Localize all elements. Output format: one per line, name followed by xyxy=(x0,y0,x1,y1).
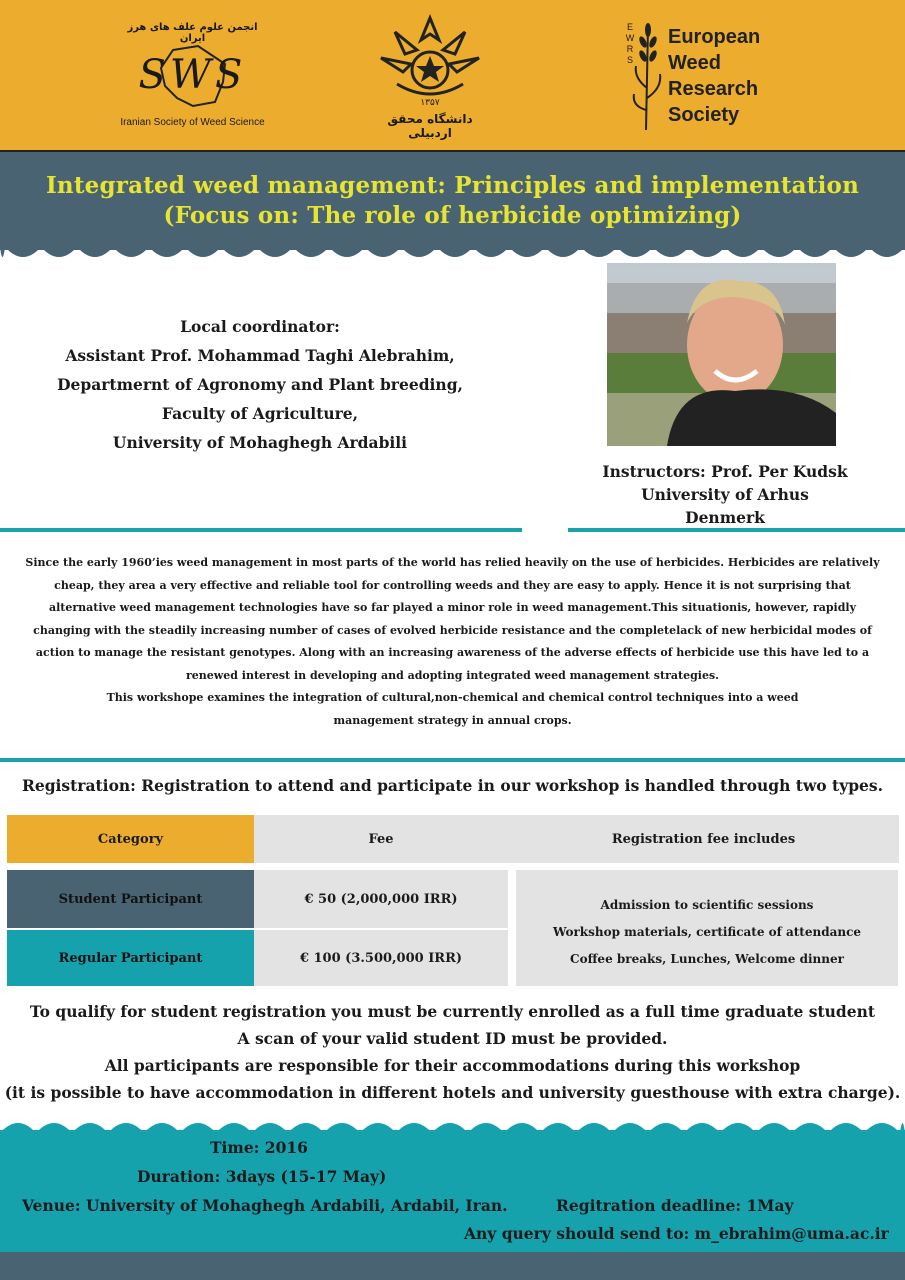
footer-band xyxy=(0,1130,905,1252)
sws-acronym: SWS xyxy=(138,52,247,98)
instructor-name: Instructors: Prof. Per Kudsk xyxy=(602,462,848,481)
contact-email: Any query should send to: m_ebrahim@uma.ac.ir xyxy=(464,1224,889,1243)
university-caption: دانشگاه محقق اردبیلی xyxy=(387,112,473,140)
divider-left xyxy=(0,528,522,532)
divider-registration xyxy=(0,758,905,762)
includes-item-3: Coffee breaks, Lunches, Welcome dinner xyxy=(570,952,844,966)
event-venue: Venue: University of Mohaghegh Ardabili, Ardabil, Iran. xyxy=(22,1196,508,1215)
ewrs-name-1: European xyxy=(668,26,761,48)
category-student: Student Participant xyxy=(7,870,254,928)
iranian-society-logo xyxy=(120,22,265,137)
table-header-includes: Registration fee includes xyxy=(508,815,899,863)
note-accommodation: All participants are responsible for their accommodations during this workshop xyxy=(104,1056,801,1075)
event-time: Time: 2016 xyxy=(210,1138,308,1157)
registration-heading: Registration: Registration to attend and participate in our workshop is handled through two types. xyxy=(21,776,884,795)
includes-item-2: Workshop materials, certificate of attendance xyxy=(552,925,862,939)
ewrs-name-2: Weed xyxy=(668,52,721,74)
iranian-society-caption: Iranian Society of Weed Science xyxy=(120,117,265,128)
instructor-country: Denmerk xyxy=(685,508,765,527)
coordinator-department: Departmernt of Agronomy and Plant breeding, xyxy=(57,375,463,394)
ewrs-name-4: Society xyxy=(668,104,740,126)
header-banner xyxy=(0,0,905,152)
note-student-eligibility: To qualify for student registration you must be currently enrolled as a full time graduate student xyxy=(29,1002,876,1021)
title-scallop-edge xyxy=(0,243,905,265)
divider-right xyxy=(568,528,905,532)
coordinator-faculty: Faculty of Agriculture, xyxy=(161,404,359,423)
university-logo xyxy=(370,14,490,139)
includes-item-1: Admission to scientific sessions xyxy=(600,898,814,912)
table-header-category: Category xyxy=(7,815,254,863)
registration-deadline: Regitration deadline: 1May xyxy=(556,1196,794,1215)
fee-student: € 50 (2,000,000 IRR) xyxy=(254,870,508,928)
university-emblem-icon xyxy=(375,14,485,99)
description-paragraph: Since the early 1960’ies weed management in most parts of the world has relied heavily on the use of herbicides. Herbicides are relatively cheap, they area a very effective and reliable tool for controlling weeds and they are easy to apply. Hence it is not surprising that alternative weed management technologies have so far played a minor role in weed management.This situationis, however, rapidly changing with the steadily increasing number of cases of evolved herbicide resistance and the completelack of new herbicidal modes of action to manage the resistant genotypes. Along with an increasing awareness of the adverse effects of herbicide use this have led to a renewed interest in developing and adopting integrated weed management strategies. xyxy=(25,556,880,682)
instructor-university: University of Arhus xyxy=(641,485,809,504)
ewrs-logo xyxy=(620,18,790,138)
note-hotels: (it is possible to have accommodation in different hotels and university guesthouse with extra charge). xyxy=(4,1083,901,1102)
category-regular: Regular Participant xyxy=(7,930,254,986)
title-band xyxy=(0,152,905,250)
instructor-photo xyxy=(607,263,836,446)
wheat-plant-icon xyxy=(632,18,666,130)
includes-cell xyxy=(516,870,898,986)
workshop-description xyxy=(20,552,885,732)
title-line-1: Integrated weed management: Principles and implementation xyxy=(45,172,860,199)
portrait-illustration xyxy=(607,263,836,446)
ewrs-vertical-acronym: EWRS xyxy=(625,22,635,65)
coordinator-name: Assistant Prof. Mohammad Taghi Alebrahim, xyxy=(65,346,455,365)
fee-regular: € 100 (3.500,000 IRR) xyxy=(254,930,508,986)
coordinator-block xyxy=(40,312,480,457)
coordinator-university: University of Mohaghegh Ardabili xyxy=(112,433,408,452)
ewrs-name-3: Research xyxy=(668,78,759,100)
bottom-bar xyxy=(0,1252,905,1280)
instructor-block xyxy=(580,460,870,529)
event-duration: Duration: 3days (15-17 May) xyxy=(137,1167,387,1186)
title-line-2: (Focus on: The role of herbicide optimizing) xyxy=(163,202,742,229)
persian-society-name: انجمن علوم علف های هرز ایران xyxy=(127,22,258,44)
table-header-fee: Fee xyxy=(254,815,508,863)
description-line-3: management strategy in annual crops. xyxy=(333,713,572,727)
description-line-2: This workshope examines the integration of cultural,non-chemical and chemical control techniques into a weed xyxy=(106,691,799,704)
coordinator-heading: Local coordinator: xyxy=(180,317,340,336)
university-year: ۱۳۵۷ xyxy=(420,98,440,108)
note-student-id: A scan of your valid student ID must be provided. xyxy=(237,1029,668,1048)
